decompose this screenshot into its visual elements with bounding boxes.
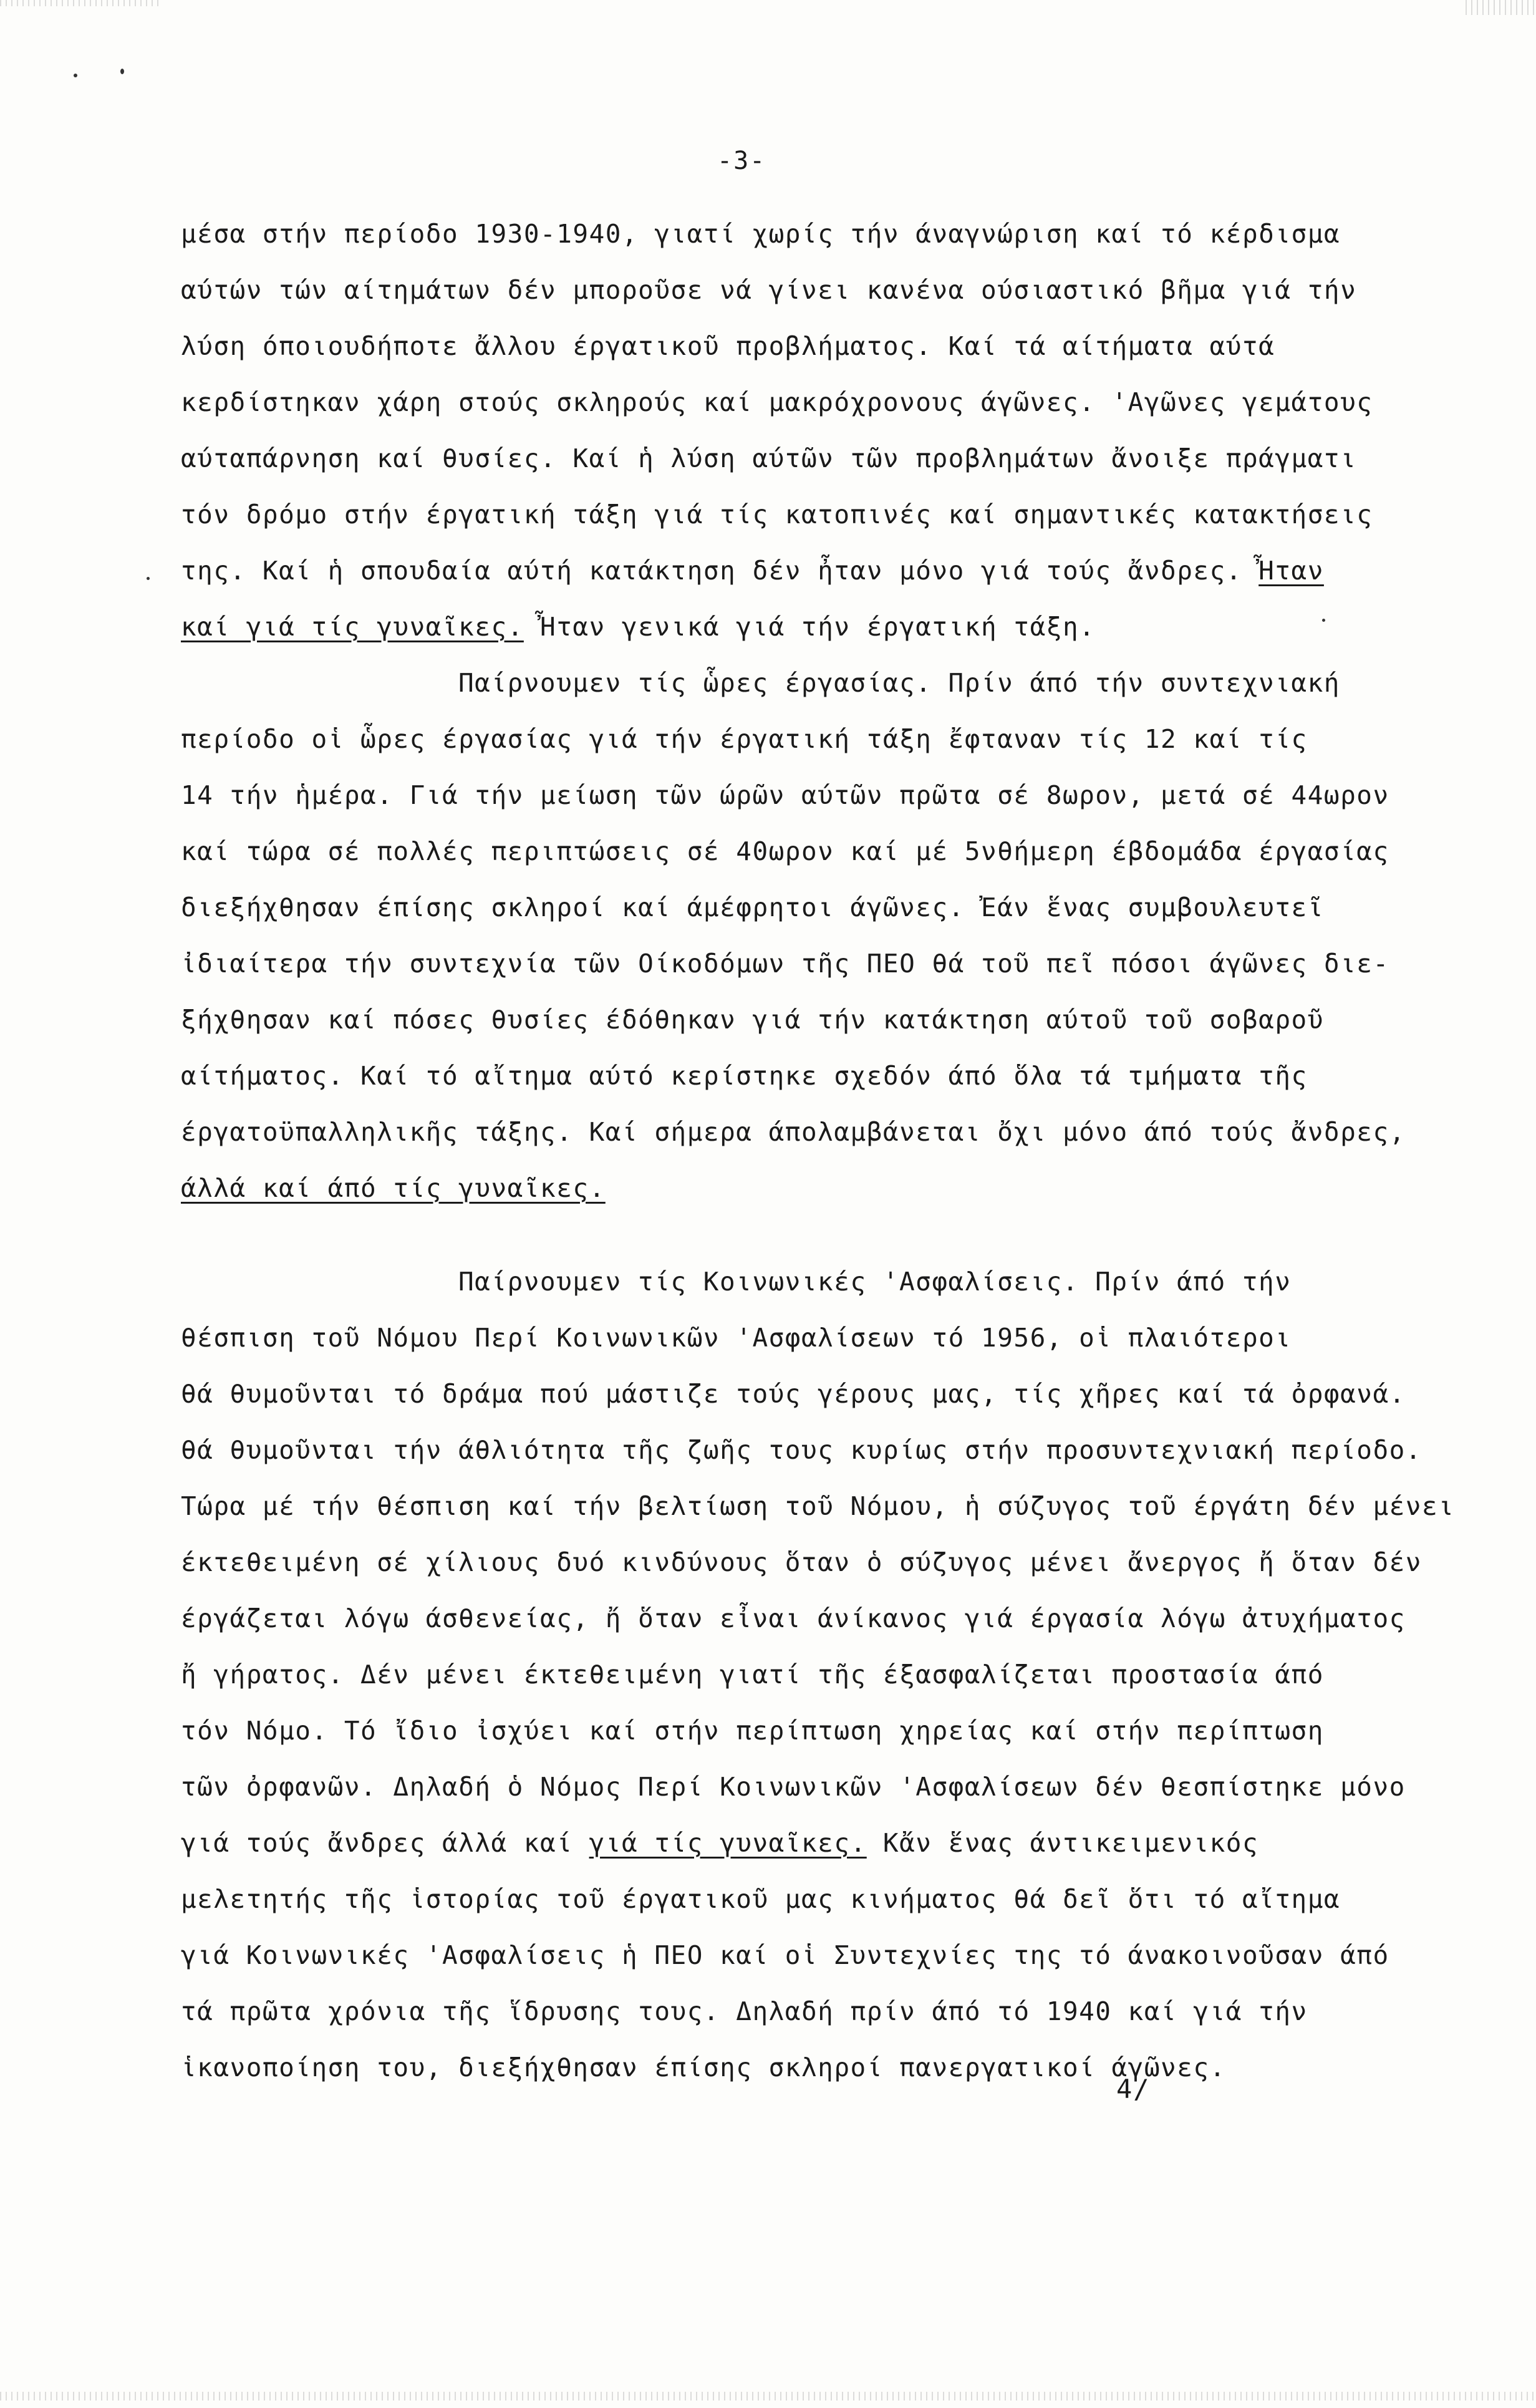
text-line: ἰδιαίτερα τήν συντεχνία τῶν Οίκοδόμων τῆς ΠΕΟ θά τοῦ πεῖ πόσοι άγῶνες διε- [181, 949, 1389, 979]
text-line: διεξήχθησαν έπίσης σκληροί καί άμέφρητοι άγῶνες. Ἐάν ἕνας συμβουλευτεῖ [181, 892, 1324, 922]
text-line: θά θυμοῦνται τήν άθλιότητα τῆς ζωῆς τους κυρίως στήν προσυντεχνιακή περίοδο. [181, 1435, 1422, 1465]
text-line: τά πρῶτα χρόνια τῆς ἵδρυσης τους. Δηλαδή πρίν άπό τό 1940 καί γιά τήν [181, 1996, 1308, 2026]
text-line: έργάζεται λόγω άσθενείας, ἤ ὅταν εἶναι άνίκανος γιά έργασία λόγω ἀτυχήματος [181, 1603, 1406, 1633]
text-line: τόν δρόμο στήν έργατική τάξη γιά τίς κατοπινές καί σημαντικές κατακτήσεις [181, 500, 1373, 529]
text-line: τῶν ὀρφανῶν. Δηλαδή ὁ Νόμος Περί Κοινωνικῶν 'Ασφαλίσεων δέν θεσπίστηκε μόνο [181, 1772, 1406, 1802]
text-line: τόν Νόμο. Τό ἴδιο ἰσχύει καί στήν περίπτωση χηρείας καί στήν περίπτωση [181, 1716, 1324, 1746]
underlined-text: άλλά καί άπό τίς γυναῖκες. [181, 1173, 606, 1203]
body-text [181, 206, 1455, 2096]
text-line: έργατοϋπαλληλικῆς τάξης. Καί σήμερα άπολαμβάνεται ὄχι μόνο άπό τούς ἄνδρες, [181, 1117, 1406, 1147]
scan-edge-noise [0, 0, 162, 6]
page-number: -3- [717, 147, 766, 175]
scan-edge-noise [1466, 0, 1536, 15]
text-line [181, 1160, 1397, 1216]
text-line: θέσπιση τοῦ Νόμου Περί Κοινωνικῶν 'Ασφαλίσεων τό 1956, οἱ πλαιότεροι [181, 1323, 1292, 1353]
text-line [181, 599, 1397, 655]
text-line: καί τώρα σέ πολλές περιπτώσεις σέ 40ωρον καί μέ 5νθήμερη έβδομάδα έργασίας [181, 836, 1389, 866]
text-line [181, 1815, 1397, 1871]
text-segment: Κἄν ἕνας άντικειμενικός [866, 1828, 1259, 1858]
text-line: ξήχθησαν καί πόσες θυσίες έδόθηκαν γιά τήν κατάκτηση αύτοῦ τοῦ σοβαροῦ [181, 1005, 1324, 1035]
scan-speck [74, 74, 77, 77]
underlined-text: καί γιά τίς γυναῖκες. [181, 612, 524, 642]
text-line: μελετητής τῆς ἱστορίας τοῦ έργατικοῦ μας κινήματος θά δεῖ ὅτι τό αἴτημα [181, 1884, 1341, 1914]
text-line: 14 τήν ἡμέρα. Γιά τήν μείωση τῶν ώρῶν αύτῶν πρῶτα σέ 8ωρον, μετά σέ 44ωρον [181, 780, 1389, 810]
paragraph-gap [181, 1216, 1397, 1254]
text-line: αύτών τών αίτημάτων δέν μποροῦσε νά γίνει κανένα ούσιαστικό βῆμα γιά τήν [181, 275, 1357, 305]
scan-speck [120, 69, 124, 74]
text-segment: Ἦταν γενικά γιά τήν έργατική τάξη. [523, 612, 1096, 642]
scan-speck [1322, 619, 1325, 622]
text-line: μέσα στήν περίοδο 1930-1940, γιατί χωρίς τήν άναγνώριση καί τό κέρδισμα [181, 219, 1341, 249]
text-line: Τώρα μέ τήν θέσπιση καί τήν βελτίωση τοῦ Νόμου, ἡ σύζυγος τοῦ έργάτη δέν μένει [181, 1491, 1455, 1521]
text-line: γιά Κοινωνικές 'Ασφαλίσεις ἡ ΠΕΟ καί οἱ Συντεχνίες της τό άνακοινοῦσαν άπό [181, 1940, 1389, 1970]
underlined-text: γιά τίς γυναῖκες. [589, 1828, 867, 1858]
text-segment: γιά τούς ἄνδρες άλλά καί [181, 1828, 589, 1858]
text-segment: της. Καί ἡ σπουδαία αύτή κατάκτηση δέν ἦταν μόνο γιά τούς ἄνδρες. [181, 556, 1242, 586]
text-line: θά θυμοῦνται τό δράμα πού μάστιζε τούς γέρους μας, τίς χῆρες καί τά ὀρφανά. [181, 1379, 1406, 1409]
text-line: αίτήματος. Καί τό αἴτημα αύτό κερίστηκε σχεδόν άπό ὅλα τά τμήματα τῆς [181, 1061, 1308, 1091]
text-line: αύταπάρνηση καί θυσίες. Καί ἡ λύση αύτῶν τῶν προβλημάτων ἄνοιξε πράγματι [181, 443, 1357, 473]
text-line [181, 543, 1397, 599]
text-line: ἱκανοποίηση του, διεξήχθησαν έπίσης σκληροί πανεργατικοί άγῶνες. [181, 2053, 1226, 2082]
text-line: περίοδο οἱ ὧρες έργασίας γιά τήν έργατική τάξη ἔφταναν τίς 12 καί τίς [181, 724, 1308, 754]
next-page-reference: 4/ [1116, 2074, 1151, 2104]
text-line: κερδίστηκαν χάρη στούς σκληρούς καί μακρόχρονους άγῶνες. 'Αγῶνες γεμάτους [181, 387, 1373, 417]
underlined-text: Ἦταν [1258, 556, 1324, 586]
text-line: Παίρνουμεν τίς Κοινωνικές 'Ασφαλίσεις. Πρίν άπό τήν [458, 1267, 1292, 1297]
scan-edge-noise [0, 2392, 1536, 2401]
text-line: ἤ γήρατος. Δέν μένει έκτεθειμένη γιατί τῆς έξασφαλίζεται προστασία άπό [181, 1660, 1324, 1690]
text-line: Παίρνουμεν τίς ὧρες έργασίας. Πρίν άπό τήν συντεχνιακή [458, 668, 1340, 698]
text-line: λύση όποιουδήποτε ἄλλου έργατικοῦ προβλήματος. Καί τά αίτήματα αύτά [181, 331, 1275, 361]
text-line: έκτεθειμένη σέ χίλιους δυό κινδύνους ὅταν ὁ σύζυγος μένει ἄνεργος ἤ ὅταν δέν [181, 1547, 1422, 1577]
scan-speck [147, 577, 150, 580]
